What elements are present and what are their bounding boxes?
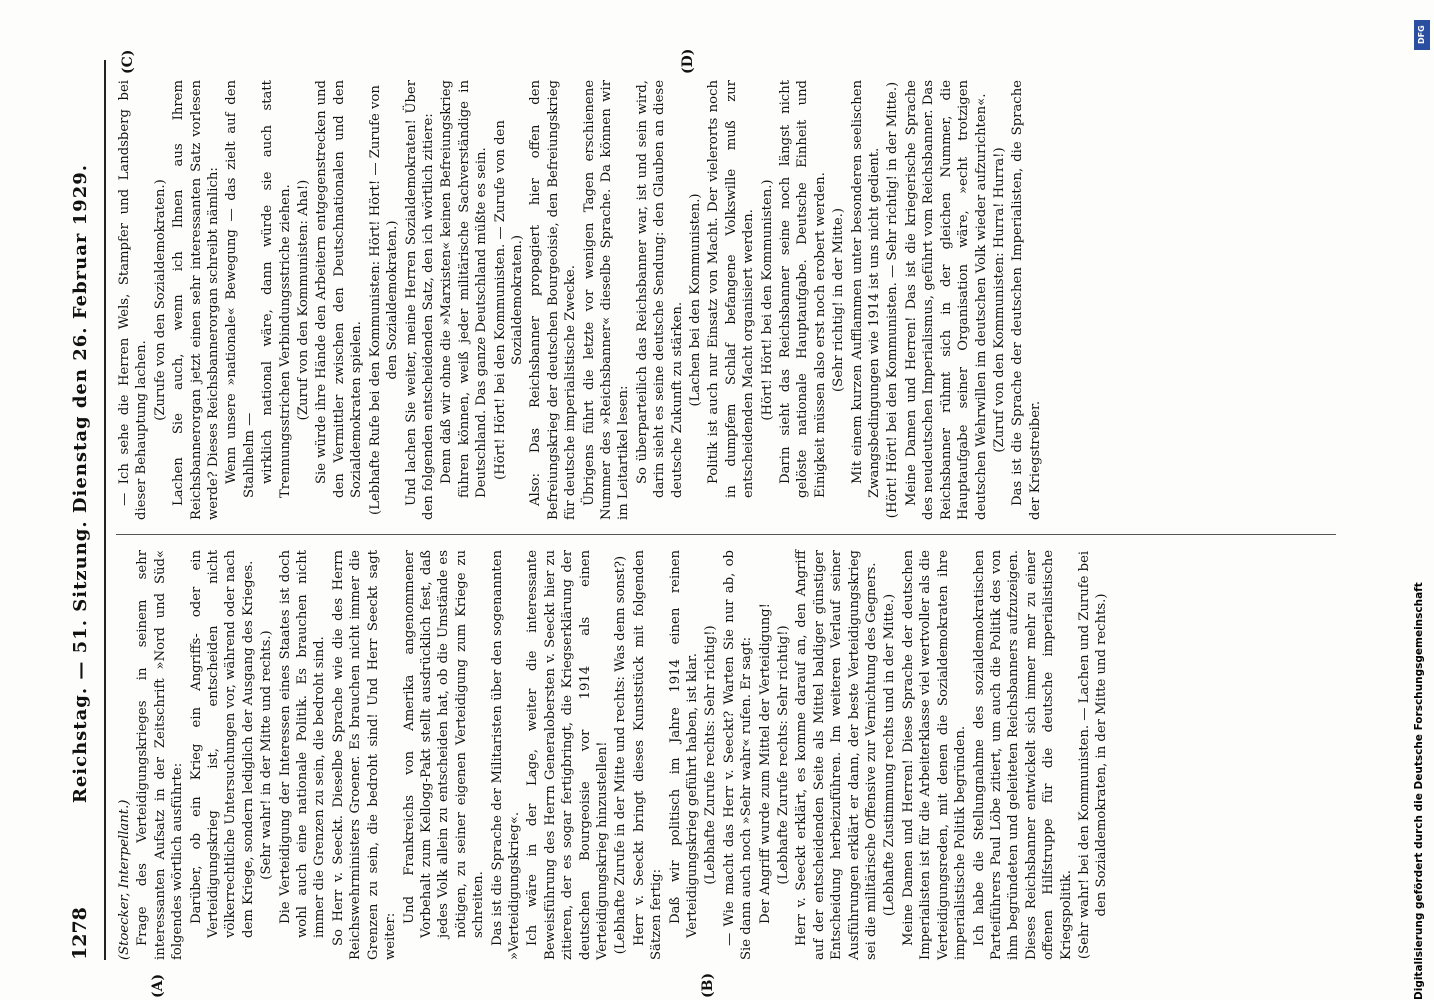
- paragraph: Ich wäre in der Lage, weiter die interessante Beweisführung des Herrn Generalobersten v. Seeckt hier zu zitieren, der es sogar fertigbringt, die Kriegserklärung der deutschen Bourgeoisie vor 1914 als einen Verteidigungskrieg hinzustellen!: [525, 550, 610, 960]
- page-title: Reichstag. — 51. Sitzung. Dienstag den 26. Februar 1929.: [69, 163, 91, 804]
- paragraph: Ich habe die Stellungnahme des sozialdemokratischen Parteiführers Paul Löbe zitiert, um auch die Politik des von ihm begründeten und geleiteten Reichsbanners aufzuzeigen. Dieses Reichsbanner entwickelt sich immer mehr zu einer offenen Hilfstruppe für die deutsche imperialistische Kriegspolitik.: [971, 550, 1074, 960]
- quote: Denn daß wir ohne die »Marxisten« keinen Befreiungskrieg führen können, weiß jeder militärische Sachverständige in Deutschland. Das ganze Deutschland müßte es sein.: [439, 80, 490, 498]
- quote: Mit einem kurzen Aufflammen unter besonderen seelischen Zwangsbedingungen wie 1914 ist uns nicht gedient.: [849, 80, 883, 498]
- interjection: (Sehr wahr! bei den Kommunisten. — Lachen und Zurufe bei den Sozialdemokraten, in der Mitte und rechts.): [1076, 550, 1110, 960]
- quote: Darin sieht das Reichsbanner seine noch längst nicht gelöste nationale Hauptaufgabe. Deutsche Einheit und Einigkeit müssen also erst noch erobert werden.: [778, 80, 828, 498]
- interjection: (Lebhafte Zustimmung rechts und in der Mitte.): [882, 593, 898, 917]
- rotated-page: [60, 48, 1360, 998]
- paragraph: Das ist die Sprache der deutschen Imperialisten, die Sprache der Kriegstreiber.: [1010, 80, 1043, 520]
- quote: Und Frankreichs von Amerika angenommener Vorbehalt zum Kellogg-Pakt stellt ausdrücklich fest, daß jedes Volk allein zu entscheiden hat, ob die Umstände es nötigen, zu seiner eigenen Verteidigung zum Kriege zu schreiten.: [401, 550, 487, 938]
- interjection: (Sehr richtig! in der Mitte.): [831, 208, 847, 392]
- paragraph: Herr v. Seeckt bringt dieses Kunststück mit folgenden Sätzen fertig:: [631, 550, 665, 960]
- paragraph: Und lachen Sie weiter, meine Herren Sozialdemokraten! Über den folgenden entscheidenden Satz, den ich wörtlich zitiere:: [403, 80, 436, 520]
- paragraph: Meine Damen und Herren! Diese Sprache der deutschen Imperialisten ist für die Arbeiterklasse viel wertvoller als die Verteidigungsreden, mit denen die Sozialdemokraten ihre imperialistische Politik begründen.: [900, 550, 969, 960]
- paragraph: Meine Damen und Herren! Das ist die kriegerische Sprache des neudeutschen Imperialismus, geführt vom Reichsbanner. Das Reichsbanner rühmt sich in der gleichen Nummer, die Hauptaufgabe seiner Organisation wäre, »echt trotzigen deutschen Wehrwillen im deutschen Volk wieder aufzurichten«.: [903, 80, 989, 520]
- marker-c: (C): [120, 49, 136, 74]
- page-number: 1278: [69, 907, 91, 960]
- interjection: (Hört! Hört! bei den Kommunisten. — Sehr richtig! in der Mitte.): [885, 81, 901, 519]
- right-column: [116, 80, 1045, 520]
- paragraph: — Wie macht das Herr v. Seeckt? Warten Sie nur ab, ob Sie dann auch noch »Sehr wahr« rufen. Er sagt:: [721, 550, 755, 960]
- marker-d: (D): [680, 48, 696, 74]
- quote: wirklich national wäre, dann würde sie auch statt Trennungsstrichen Verbindungsstriche ziehen.: [260, 80, 293, 498]
- paragraph: Also: Das Reichsbanner propagiert hier offen den Befreiungskrieg der deutschen Bourgeoisie, den Befreiungskrieg für deutsche imperialistische Zwecke.: [528, 80, 579, 520]
- interjection: (Lebhafte Rufe bei den Kommunisten: Hört! Hört! — Zurufe von den Sozialdemokraten.): [367, 85, 401, 515]
- quote: Sie würde ihre Hände den Arbeitern entgegenstrecken und den Vermittler zwischen den Deutschnationalen und den Sozialdemokraten spielen.: [314, 80, 365, 498]
- quote: Daß wir politisch im Jahre 1914 einen reinen Verteidigungskrieg geführt haben, ist klar.: [667, 550, 700, 938]
- paragraph: Das ist die Sprache der Militaristen über den sogenannten »Verteidigungskrieg«.: [489, 550, 522, 960]
- interjection: (Hört! Hört! bei den Kommunisten.): [759, 179, 775, 421]
- page-header: [60, 60, 100, 960]
- quote: Der Angriff wurde zum Mittel der Verteidigung!: [757, 603, 773, 924]
- paragraph: Frage des Verteidigungskrieges in seinem sehr interessanten Aufsatz in der Zeitschrift »Nord und Süd« folgendes wörtlich ausführte:: [135, 550, 186, 960]
- dfg-logo: DFG: [1414, 20, 1430, 50]
- dfg-notice: Digitalisierung gefördert durch die Deutsche Forschungsgemeinschaft: [1413, 582, 1425, 1000]
- paragraph: Übrigens führt die letzte vor wenigen Tagen erschienene Nummer des »Reichsbanner« dieselbe Sprache. Da können wir im Leitartikel lesen:: [581, 80, 632, 520]
- paragraph: So Herr v. Seeckt. Dieselbe Sprache wie die des Herrn Reichswehrministers Groener. Es brauchen nicht immer die Grenzen zu sein, die bedroht sind! Und Herr Seeckt sagt weiter:: [330, 550, 399, 960]
- interjection: (Zurufe von den Sozialdemokraten.): [152, 179, 168, 421]
- interjection: (Zuruf von den Kommunisten: Hurra! Hurra!): [991, 147, 1007, 453]
- column-divider: [116, 534, 1336, 535]
- quote: Wenn unsere »nationale« Bewegung — das zielt auf den Stahlhelm —: [224, 80, 257, 498]
- quote: Politik ist auch nur Einsatz von Macht. Der vielerorts noch in dumpfem Schlaf befangene Volkswille muß zur entscheidenden Macht organisiert werden.: [706, 80, 757, 498]
- interjection: (Zuruf von den Kommunisten: Aha!): [296, 179, 312, 421]
- interjection: (Sehr wahr! in der Mitte und rechts.): [259, 630, 275, 880]
- dfg-sidebar: [1411, 10, 1433, 1000]
- header-rule: [104, 60, 106, 960]
- interjection: (Lebhafte Zurufe in der Mitte und rechts: Was denn sonst?): [613, 555, 629, 955]
- left-column: [116, 550, 1112, 960]
- marker-b: (B): [700, 972, 716, 998]
- paragraph: Lachen Sie auch, wenn ich Ihnen aus Ihrem Reichsbannerorgan jetzt einen sehr interessanten Satz vorlesen werde? Dieses Reichsbannerorgan schreibt nämlich:: [171, 80, 222, 520]
- speaker-note: (Stoecker, Interpellant.): [117, 799, 132, 960]
- marker-a: (A): [150, 973, 166, 998]
- paragraph: — Ich sehe die Herren Wels, Stampfer und Landsberg bei dieser Behauptung lachen.: [117, 80, 150, 520]
- quote: So überparteilich das Reichsbanner war, ist und sein wird, darin sieht es seine deutsche Sendung: den Glauben an diese deutsche Zukunft zu stärken.: [634, 80, 685, 498]
- interjection: (Lebhafte Zurufe rechts: Sehr richtig!): [776, 625, 792, 885]
- paragraph: Herr v. Seeckt erklärt, es komme darauf an, den Angriff auf der entscheidenden Seite als Mittel baldiger günstiger Entscheidung herbeizuführen. Im weiteren Verlauf seiner Ausführungen erklärt er dann, der beste Verteidigungskrieg sei die militärische Offensive zur Vernichtung des Gegners.: [794, 550, 880, 960]
- quote: Darüber, ob ein Krieg ein Angriffs- oder ein Verteidigungskrieg ist, entscheiden nicht völkerrechtliche Untersuchungen vor, während oder nach dem Kriege, sondern lediglich der Ausgang des Krieges.: [188, 550, 256, 938]
- quote: Die Verteidigung der Interessen eines Staates ist doch wohl auch eine nationale Politik. Es brauchen nicht immer die Grenzen zu sein, die bedroht sind.: [277, 550, 328, 938]
- interjection: (Lachen bei den Kommunisten.): [688, 193, 703, 407]
- interjection: (Hört! Hört! bei den Kommunisten. — Zurufe von den Sozialdemokraten.): [492, 120, 525, 480]
- interjection: (Lebhafte Zurufe rechts: Sehr richtig!): [703, 625, 719, 885]
